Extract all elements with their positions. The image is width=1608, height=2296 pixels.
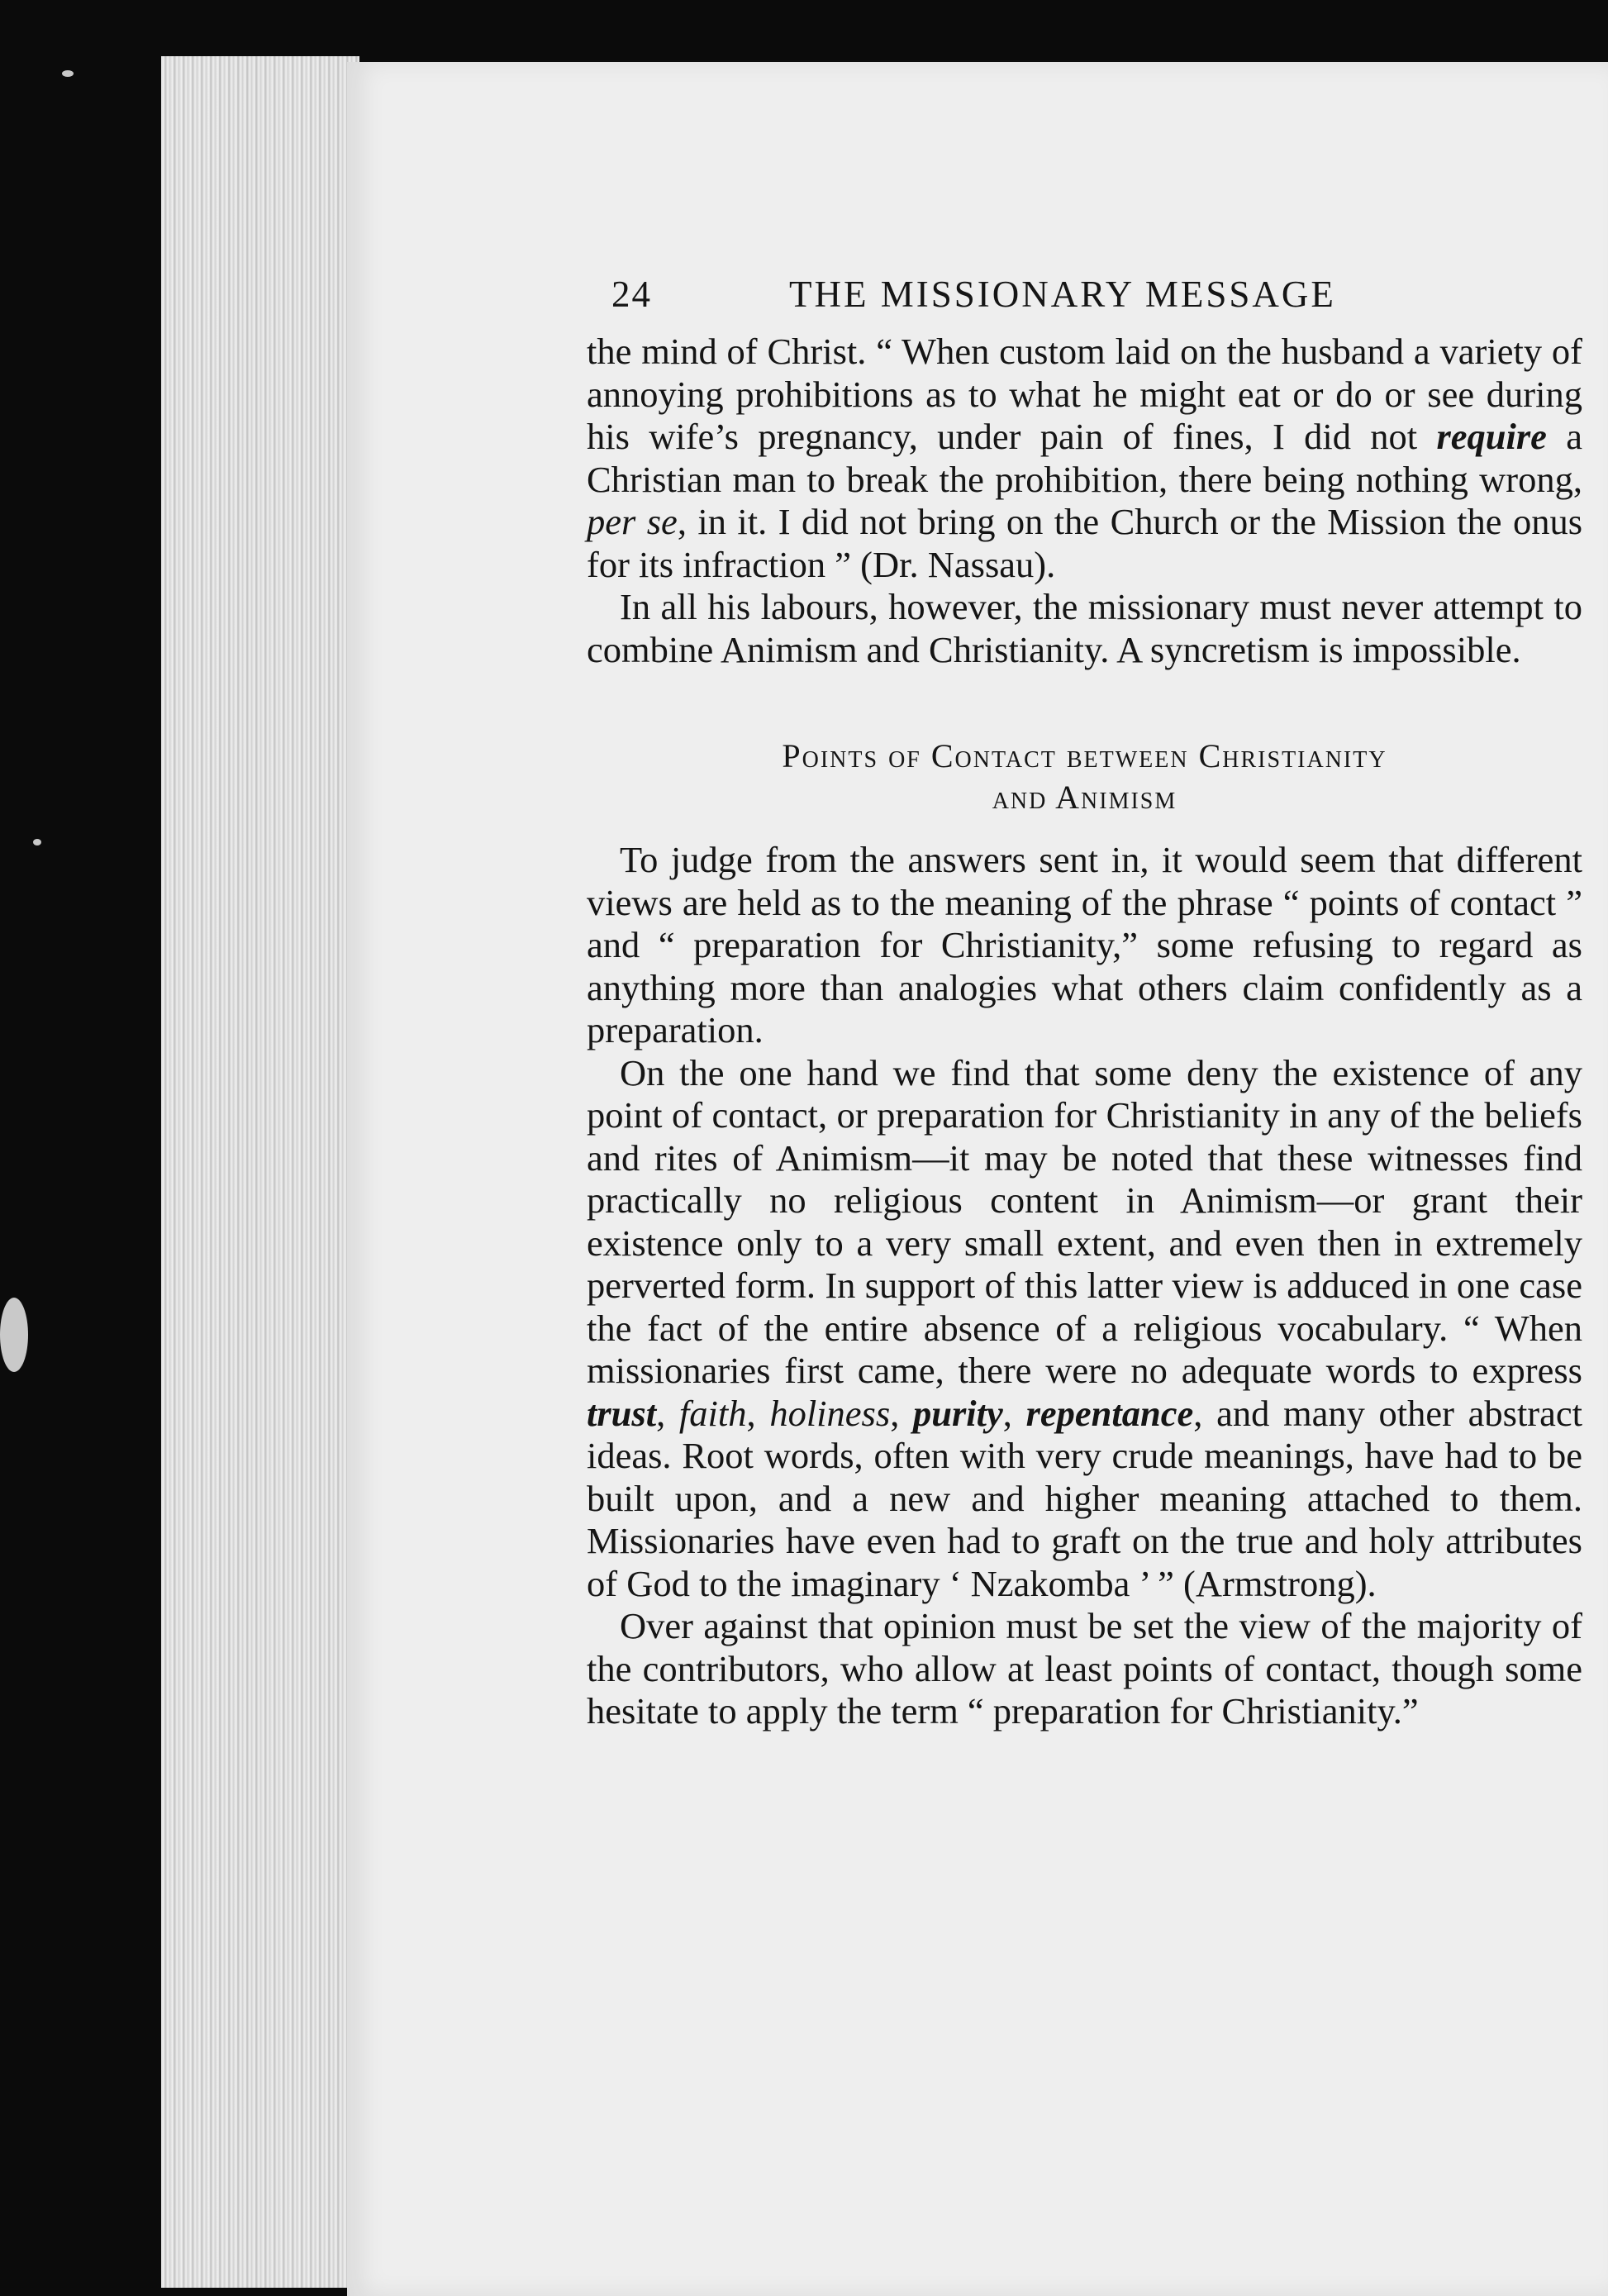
- paragraph-1: [587, 331, 1582, 586]
- text-run: a Christian man to break the prohibition, there being nothing wrong,: [587, 416, 1582, 500]
- text-run: ,: [1002, 1392, 1026, 1434]
- italic-word: holiness: [769, 1392, 891, 1434]
- page-number: 24: [611, 274, 652, 315]
- section-heading: [587, 736, 1582, 818]
- paragraph-4: [587, 1052, 1582, 1606]
- running-head: [587, 273, 1582, 331]
- text-run: ,: [890, 1392, 913, 1434]
- italic-word: purity: [912, 1392, 1003, 1434]
- section-heading-line-1: Points of Contact between Christianity: [782, 737, 1387, 774]
- scan-speck: [0, 1298, 28, 1372]
- book-page-edges: [161, 56, 359, 2288]
- text-run: ,: [746, 1392, 770, 1434]
- italic-phrase: per se: [587, 501, 678, 542]
- page-text: [587, 273, 1582, 1733]
- running-head-title: THE MISSIONARY MESSAGE: [789, 274, 1336, 315]
- scan-speck: [33, 839, 41, 846]
- paragraph-2: In all his labours, however, the missionary must never attempt to combine Animism and Christianity. A syncretism is impossible.: [587, 586, 1582, 670]
- text-run: ,: [656, 1392, 679, 1434]
- italic-word: require: [1436, 416, 1547, 457]
- text-run: , in it. I did not bring on the Church or the Mission the onus for its infraction ” (Dr. Nassau).: [587, 501, 1583, 585]
- paragraph-5: Over against that opinion must be set the view of the majority of the contributors, who allow at least points of contact, though some hesitate to apply the term “ preparation for Christianity.”: [587, 1605, 1582, 1732]
- italic-word: repentance: [1025, 1392, 1194, 1434]
- text-run: On the one hand we find that some deny the existence of any point of contact, or preparation for Christianity in any of the beliefs and rites of Animism—it may be noted that these witnesses find practically no religious content in Animism—or grant their existence only to a very small extent, and even then in extremely perverted form. In support of this latter view is adduced in one case the fact of the entire absence of a religious vocabulary. “ When missionaries first came, there were no adequate words to express: [587, 1051, 1582, 1391]
- section-heading-line-2: and Animism: [992, 779, 1177, 816]
- paragraph-3: To judge from the answers sent in, it would seem that different views are held as to the meaning of the phrase “ points of contact ” and “ preparation for Christianity,” some refusing to regard as anything more than analogies what others claim confidently as a preparation.: [587, 839, 1582, 1050]
- scan-speck: [62, 70, 74, 77]
- text-run: the mind of Christ. “ When custom laid on the husband a variety of annoying prohibitions as to what he might eat or do or see during his wife’s pregnancy, under pain of fines, I did not: [587, 331, 1582, 457]
- text-run: , and many other abstract ideas. Root words, often with very crude meanings, have had to be built upon, and a new and higher meaning attached to them. Missionaries have even had to graft on the true and holy attributes of God to the imaginary ‘ Nzakomba ’ ” (Armstrong).: [587, 1392, 1582, 1604]
- italic-word: trust: [587, 1392, 657, 1434]
- italic-word: faith: [678, 1392, 747, 1434]
